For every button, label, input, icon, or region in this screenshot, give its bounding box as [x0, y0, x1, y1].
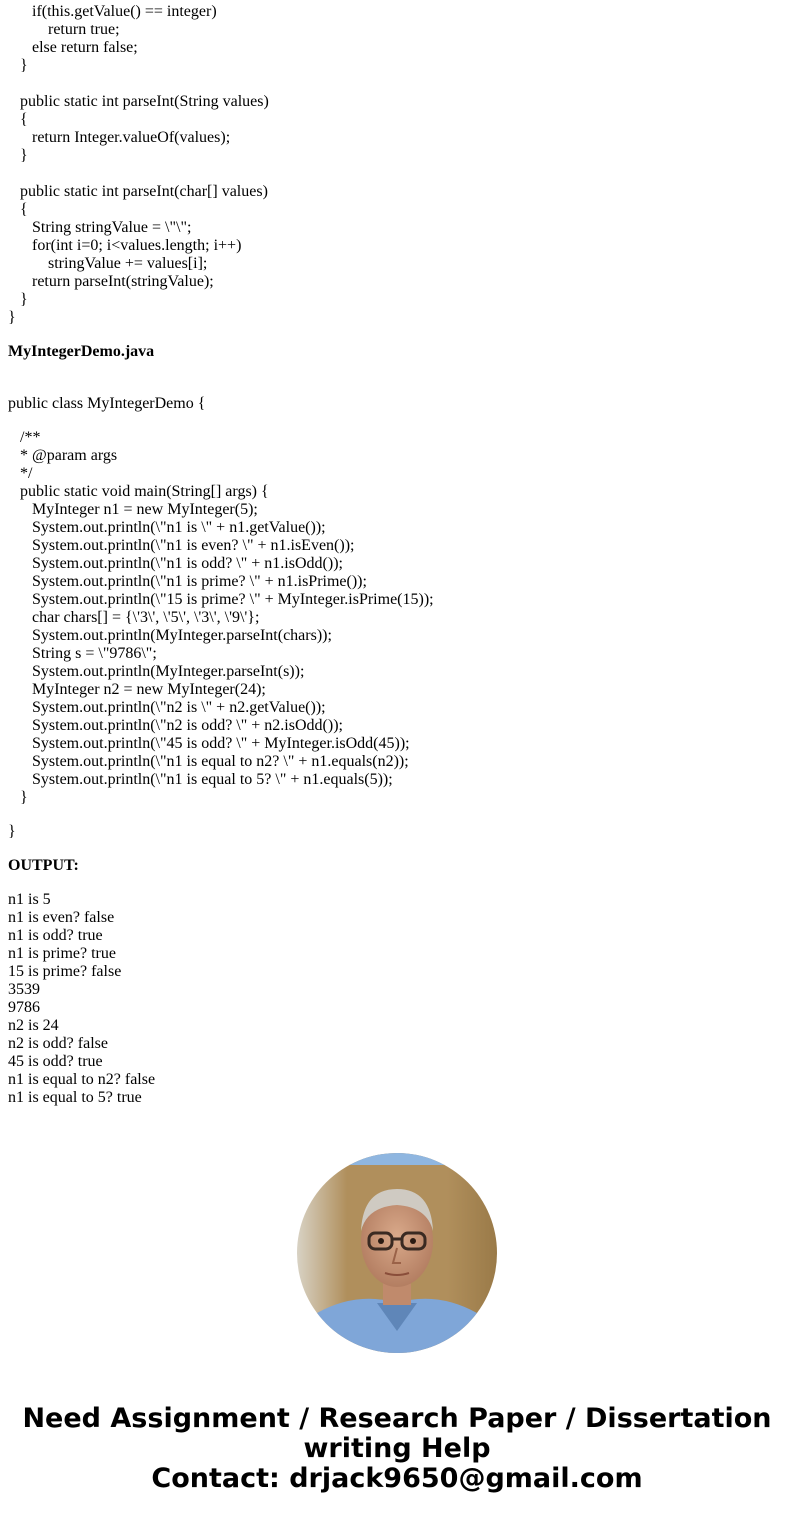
output-line: n1 is equal to 5? true [8, 1089, 142, 1106]
code-line: System.out.println(MyInteger.parseInt(chars)); [8, 627, 332, 644]
code-line: return Integer.valueOf(values); [8, 129, 231, 146]
code-line: /** [8, 429, 41, 446]
code-line: stringValue += values[i]; [8, 255, 208, 272]
code-line: public static int parseInt(char[] values) [8, 183, 268, 200]
code-line: } [8, 57, 28, 74]
code-line: { [8, 201, 28, 218]
code-line: else return false; [8, 39, 138, 56]
output-line: n1 is odd? true [8, 927, 103, 944]
code-line: return parseInt(stringValue); [8, 273, 214, 290]
output-line: 3539 [8, 981, 40, 998]
code-line: public class MyIntegerDemo { [8, 395, 206, 412]
code-line: String s = \"9786\"; [8, 645, 157, 662]
code-line: System.out.println(\"15 is prime? \" + MyInteger.isPrime(15)); [8, 591, 434, 608]
code-line: public static int parseInt(String values) [8, 93, 269, 110]
code-line: } [8, 789, 28, 806]
code-line: System.out.println(\"n2 is odd? \" + n2.isOdd()); [8, 717, 343, 734]
code-line: */ [8, 465, 33, 482]
output-line: n1 is even? false [8, 909, 115, 926]
output-heading: OUTPUT: [8, 857, 79, 874]
output-line: n1 is 5 [8, 891, 51, 908]
code-line: MyInteger n2 = new MyInteger(24); [8, 681, 266, 698]
code-line: String stringValue = \"\"; [8, 219, 192, 236]
output-line: n2 is odd? false [8, 1035, 108, 1052]
file-heading: MyIntegerDemo.java [8, 343, 155, 360]
author-photo [297, 1153, 497, 1353]
code-line: System.out.println(\"45 is odd? \" + MyInteger.isOdd(45)); [8, 735, 410, 752]
code-line: System.out.println(\"n1 is \" + n1.getValue()); [8, 519, 326, 536]
output-line: 15 is prime? false [8, 963, 122, 980]
code-line: MyInteger n1 = new MyInteger(5); [8, 501, 258, 518]
code-line: System.out.println(\"n1 is odd? \" + n1.isOdd()); [8, 555, 343, 572]
code-line: System.out.println(\"n1 is equal to n2? \" + n1.equals(n2)); [8, 753, 409, 770]
output-line: 45 is odd? true [8, 1053, 103, 1070]
output-line: n1 is prime? true [8, 945, 116, 962]
code-line: { [8, 111, 28, 128]
code-line: System.out.println(\"n1 is even? \" + n1.isEven()); [8, 537, 355, 554]
author-portrait-image [297, 1153, 497, 1353]
code-line: System.out.println(\"n1 is equal to 5? \" + n1.equals(5)); [8, 771, 393, 788]
footer-line-1: Need Assignment / Research Paper / Dissertation [22, 1403, 772, 1434]
code-line: } [8, 309, 16, 326]
output-line: n1 is equal to n2? false [8, 1071, 156, 1088]
code-line: * @param args [8, 447, 118, 464]
footer-line-2: writing Help [303, 1433, 491, 1464]
code-line: System.out.println(\"n1 is prime? \" + n1.isPrime()); [8, 573, 367, 590]
code-line: public static void main(String[] args) { [8, 483, 269, 500]
code-line: } [8, 147, 28, 164]
output-line: n2 is 24 [8, 1017, 59, 1034]
output-line: 9786 [8, 999, 40, 1016]
code-line: char chars[] = {\'3\', \'5\', \'3\', \'9\'}; [8, 609, 260, 626]
code-line: if(this.getValue() == integer) [8, 3, 217, 20]
footer-contact: Contact: drjack9650@gmail.com [151, 1463, 643, 1494]
code-line: System.out.println(\"n2 is \" + n2.getValue()); [8, 699, 326, 716]
code-line: } [8, 823, 16, 840]
code-line: System.out.println(MyInteger.parseInt(s)); [8, 663, 305, 680]
code-line: return true; [8, 21, 120, 38]
code-line: } [8, 291, 28, 308]
code-line: for(int i=0; i<values.length; i++) [8, 237, 242, 254]
